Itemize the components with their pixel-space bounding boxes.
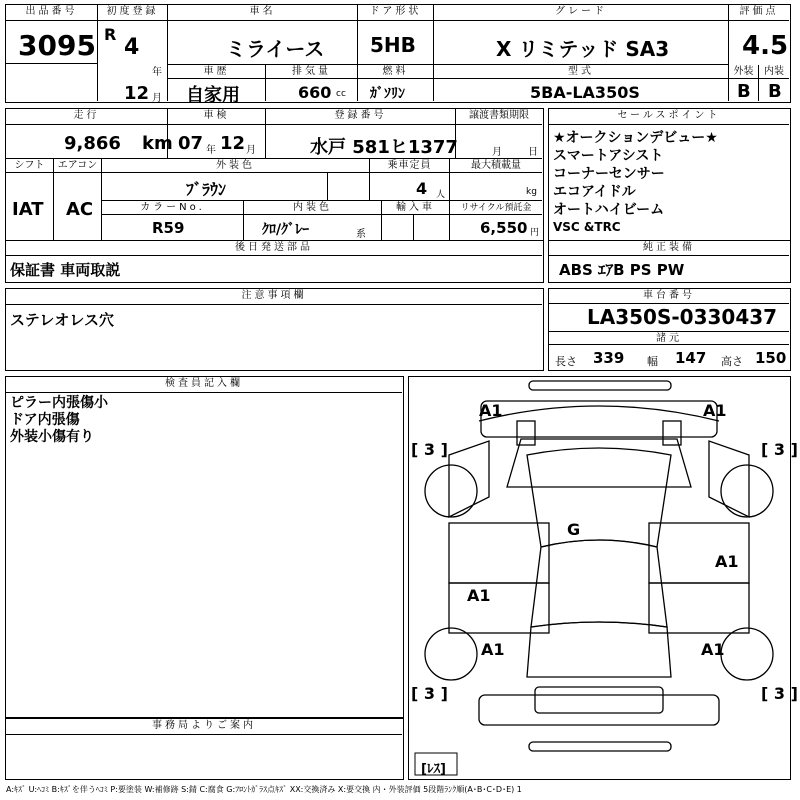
notes-panel	[5, 288, 544, 371]
recycle-unit: 円	[530, 228, 540, 238]
interior-grade: B	[768, 81, 782, 102]
ac-label: エアコン	[54, 159, 102, 173]
notes-text: ステレオレス穴	[10, 311, 114, 329]
int-label: 内装	[759, 65, 789, 79]
inspection-year-unit: 年	[206, 145, 216, 156]
damage-mark: A1	[701, 640, 725, 659]
recycle-label: リサイクル預託金	[450, 201, 542, 215]
length: 339	[593, 349, 625, 367]
car-diagram	[409, 377, 798, 777]
damage-mark: [ 3 ]	[761, 684, 798, 703]
score: 4.5	[742, 31, 789, 61]
sales-point: ★オークションデビュー★	[553, 130, 718, 146]
width: 147	[675, 349, 707, 367]
damage-mark: A1	[481, 640, 505, 659]
plate-label: 登録番号	[266, 109, 456, 125]
shift-label: シフト	[6, 159, 54, 173]
damage-diagram-panel	[408, 376, 798, 780]
history: 自家用	[186, 85, 240, 106]
legend: A:ｷｽﾞ U:ﾍｺﾐ B:ｷｽﾞを伴うﾍｺﾐ P:要塗装 W:補修跡 S:錆 C:腐食 G:ﾌﾛﾝﾄｶﾞﾗｽ点ｷｽﾞ XX:交換済み X:要交換 内・外装評価 5段階ﾗﾝｸ順(A･B･C･D･E) 1	[6, 785, 522, 794]
length-label: 長さ	[555, 355, 577, 368]
color-label: 外装色	[102, 159, 370, 173]
later-parts-text: 保証書 車両取説	[10, 261, 121, 279]
later-parts-panel	[5, 241, 544, 283]
door-label: ドア形状	[358, 5, 434, 21]
load-unit: kg	[526, 187, 537, 197]
sales-point: VSC &TRC	[553, 220, 621, 234]
body-color: ﾌﾞﾗｳﾝ	[186, 180, 227, 199]
interior-suffix: 系	[356, 229, 366, 240]
inspector-panel	[5, 376, 404, 718]
exterior-grade: B	[737, 81, 751, 102]
height: 150	[755, 349, 787, 367]
grade: X リミテッド SA3	[496, 37, 670, 61]
capacity: 4	[416, 179, 428, 198]
chassis-panel	[548, 288, 791, 371]
displacement: 660	[298, 83, 332, 102]
inspector-line: 外装小傷有り	[10, 429, 94, 445]
damage-mark: A1	[479, 401, 503, 420]
notes-label: 注意事項欄	[6, 289, 542, 305]
height-label: 高さ	[721, 355, 743, 368]
damage-mark: A1	[703, 401, 727, 420]
transfer-month: 月	[492, 147, 502, 158]
chassis-label: 車台番号	[549, 289, 789, 304]
inspection-label: 車検	[168, 109, 266, 125]
sales-point: スマートアシスト	[553, 148, 664, 164]
spec-label: 諸元	[549, 331, 789, 345]
inspection-year: 07	[178, 133, 204, 154]
interior-color-label: 内装色	[244, 201, 382, 215]
recycle-fee: 6,550	[480, 219, 528, 237]
load-label: 最大積載量	[450, 159, 542, 173]
interior-color: ｸﾛ/ｸﾞﾚｰ	[262, 222, 310, 238]
damage-mark: [ 3 ]	[411, 440, 448, 459]
air-conditioner: AC	[66, 199, 94, 220]
color-no-label: カラーNo.	[102, 201, 244, 215]
fuel: ｶﾞｿﾘﾝ	[370, 86, 405, 102]
grade-label: グレード	[434, 5, 729, 21]
sales-point: エコアイドル	[553, 184, 636, 200]
plate-number: 水戸 581ヒ1377	[310, 137, 458, 158]
damage-mark: G	[567, 520, 581, 539]
width-label: 幅	[647, 355, 658, 368]
reg-year-unit: 年	[152, 67, 162, 78]
ext-label: 外装	[729, 65, 759, 79]
mileage: 9,866	[64, 133, 121, 154]
transfer-label: 譲渡書類期限	[456, 109, 542, 125]
history-label: 車歴	[168, 65, 266, 79]
damage-mark: [ 3 ]	[411, 684, 448, 703]
reg-month: 12	[124, 83, 150, 104]
model-label: 型式	[434, 65, 729, 79]
car-name: ミライース	[226, 37, 325, 61]
cc-unit: cc	[336, 89, 346, 99]
fuel-label: 燃料	[358, 65, 434, 79]
mileage-unit: km	[142, 133, 173, 154]
sales-points-panel	[548, 108, 791, 241]
vehicle-info-panel	[5, 108, 544, 241]
sales-point: コーナーセンサー	[553, 166, 665, 182]
damage-mark: A1	[715, 552, 739, 571]
cc-label: 排気量	[266, 65, 358, 79]
color-number: R59	[152, 219, 185, 237]
reg-year: 4	[124, 35, 140, 60]
later-parts-label: 後日発送部品	[6, 241, 542, 256]
damage-mark: A1	[467, 586, 491, 605]
chassis-number: LA350S-0330437	[587, 305, 778, 329]
import-label: 輸入車	[382, 201, 450, 215]
equipment-text: ABS ｴｱB PS PW	[559, 261, 685, 279]
inspector-line: ドア内張傷	[10, 412, 80, 428]
reg-label: 初度登録	[98, 5, 168, 21]
inspection-month: 12	[220, 133, 246, 154]
score-label: 評価点	[729, 5, 789, 21]
sales-points-label: セールスポイント	[549, 109, 789, 125]
model: 5BA-LA350S	[530, 83, 640, 102]
inspector-label: 検査員記入欄	[6, 377, 402, 393]
lot-label: 出品番号	[6, 5, 98, 21]
damage-mark: [ﾚｽ]	[421, 762, 446, 777]
name-label: 車名	[168, 5, 358, 21]
reg-era: R	[104, 25, 117, 44]
sales-points-list	[553, 129, 718, 235]
inspector-line: ピラー内張傷小	[10, 395, 108, 411]
damage-mark: [ 3 ]	[761, 440, 798, 459]
equipment-label: 純正装備	[549, 241, 789, 256]
inspection-month-unit: 月	[246, 145, 256, 156]
lot-number: 3095	[18, 29, 96, 62]
equipment-panel	[548, 241, 791, 283]
office-label: 事務局よりご案内	[6, 719, 402, 735]
transfer-day: 日	[528, 147, 538, 158]
door-type: 5HB	[370, 33, 416, 57]
office-panel	[5, 718, 404, 780]
reg-month-unit: 月	[152, 93, 162, 104]
capacity-unit: 人	[436, 190, 446, 200]
header-panel	[5, 4, 791, 106]
shift: IAT	[12, 199, 44, 220]
capacity-label: 乗車定員	[370, 159, 450, 173]
sales-point: オートハイビーム	[553, 202, 665, 218]
mileage-label: 走行	[6, 109, 168, 125]
